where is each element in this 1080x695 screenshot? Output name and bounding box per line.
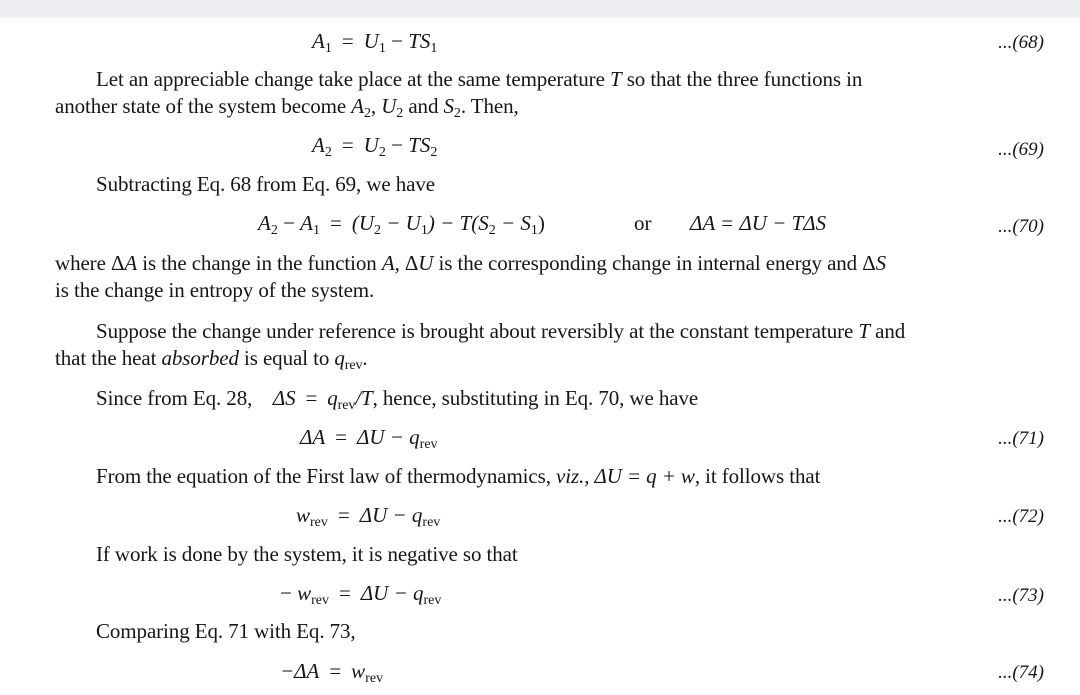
paragraph-4-line-1: Suppose the change under reference is brought about reversibly at the constant temperature T and	[96, 319, 906, 343]
paragraph-6: From the equation of the First law of thermodynamics, viz., ΔU = q + w, it follows that	[96, 464, 821, 488]
equation-70-delta-form: ΔA = ΔU − TΔS	[690, 211, 827, 235]
paragraph-3-line-2: is the change in entropy of the system.	[55, 278, 375, 302]
equation-68-number: ...(68)	[998, 32, 1044, 53]
equation-71: $\Delta A = \Delta U - q_{rev}$	[300, 425, 438, 452]
viewer-top-bar	[0, 0, 1080, 18]
equation-71-number: ...(71)	[998, 428, 1044, 449]
paragraph-2: Subtracting Eq. 68 from Eq. 69, we have	[96, 172, 436, 196]
equation-73-number: ...(73)	[998, 585, 1044, 606]
paragraph-5: Since from Eq. 28, $\Delta S = q_{rev}/T$, hence, substituting in Eq. 70, we have	[96, 386, 699, 413]
paragraph-1-line-1: Let an appreciable change take place at the same temperature T so that the three functions in	[96, 67, 863, 91]
equation-69: $A_2 = U_2 - TS_2$	[312, 133, 438, 160]
paragraph-7: If work is done by the system, it is negative so that	[96, 542, 518, 566]
equation-69-number: ...(69)	[998, 139, 1044, 160]
equation-74: $-\Delta A = w_{rev}$	[280, 659, 384, 686]
paragraph-1-line-2: another state of the system become $A_2$, $U_2$ and $S_2$. Then,	[55, 94, 519, 121]
equation-70-number: ...(70)	[998, 216, 1044, 237]
paragraph-4-line-2: that the heat absorbed is equal to $q_{rev}$.	[55, 346, 368, 373]
equation-74-number: ...(74)	[998, 662, 1044, 683]
equation-70-or: or	[634, 211, 652, 235]
equation-72-number: ...(72)	[998, 506, 1044, 527]
paragraph-3-line-1: where ΔA is the change in the function A, ΔU is the corresponding change in internal energy and ΔS	[55, 251, 887, 275]
document-page	[0, 18, 1080, 695]
equation-73: − $w_{rev} = \Delta U - q_{rev}$	[280, 581, 442, 608]
paragraph-8: Comparing Eq. 71 with Eq. 73,	[96, 619, 356, 643]
equation-68: $A_1 = U_1 - TS_1$	[312, 29, 438, 56]
equation-70: $A_2 - A_1 = (U_2 - U_1) - T(S_2 - S_1)$	[258, 211, 545, 238]
equation-72: $w_{rev} = \Delta U - q_{rev}$	[296, 503, 441, 530]
